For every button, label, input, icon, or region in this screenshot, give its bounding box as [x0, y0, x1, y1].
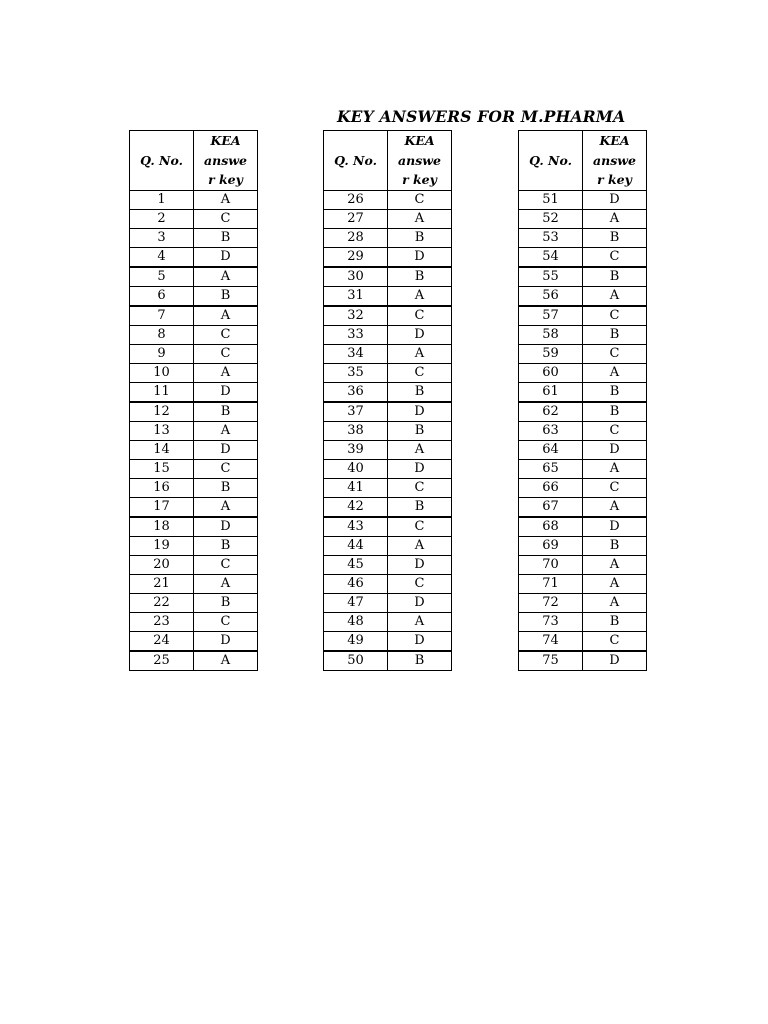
- document-title: KEY ANSWERS FOR M.PHARMA: [337, 107, 626, 126]
- table-row: [130, 421, 258, 440]
- table-row: [130, 517, 258, 537]
- answer-cell: C: [194, 459, 258, 478]
- table-body: [130, 190, 258, 670]
- question-number-cell: 52: [519, 209, 583, 228]
- table-row: [324, 421, 452, 440]
- question-number-cell: 59: [519, 344, 583, 363]
- answer-cell: A: [194, 267, 258, 287]
- table-row: [130, 478, 258, 497]
- question-number-cell: 20: [130, 555, 194, 574]
- table-row: [519, 517, 647, 537]
- answer-cell: D: [194, 440, 258, 459]
- answer-cell: A: [194, 306, 258, 326]
- table-row: [130, 612, 258, 631]
- answer-cell: C: [194, 209, 258, 228]
- answer-cell: C: [583, 306, 647, 326]
- answer-cell: C: [388, 363, 452, 382]
- table-row: [519, 612, 647, 631]
- table-row: [324, 593, 452, 612]
- qno-header: [324, 131, 388, 191]
- question-number-cell: 74: [519, 631, 583, 651]
- table-row: [324, 306, 452, 326]
- table-row: [324, 382, 452, 402]
- table-row: [519, 209, 647, 228]
- answer-key-table-2: [323, 130, 452, 671]
- question-number-cell: 62: [519, 402, 583, 422]
- table-row: [130, 228, 258, 247]
- question-number-cell: 39: [324, 440, 388, 459]
- answer-cell: C: [388, 190, 452, 209]
- question-number-cell: 70: [519, 555, 583, 574]
- table-header-row: [130, 131, 258, 191]
- question-number-cell: 58: [519, 325, 583, 344]
- kea-header-line-3: r key: [208, 172, 243, 187]
- kea-header-line-1: KEA: [404, 133, 435, 148]
- table-row: [324, 555, 452, 574]
- answer-cell: A: [388, 612, 452, 631]
- table-row: [324, 325, 452, 344]
- answer-cell: C: [583, 631, 647, 651]
- answer-cell: B: [194, 478, 258, 497]
- answer-cell: D: [388, 631, 452, 651]
- question-number-cell: 42: [324, 497, 388, 517]
- question-number-cell: 11: [130, 382, 194, 402]
- table-row: [324, 631, 452, 651]
- table-row: [130, 363, 258, 382]
- answer-cell: D: [388, 593, 452, 612]
- question-number-cell: 27: [324, 209, 388, 228]
- table-row: [130, 306, 258, 326]
- answer-cell: A: [583, 459, 647, 478]
- question-number-cell: 63: [519, 421, 583, 440]
- table-row: [130, 574, 258, 593]
- table-header-row: [519, 131, 647, 191]
- question-number-cell: 75: [519, 651, 583, 671]
- question-number-cell: 5: [130, 267, 194, 287]
- answer-cell: D: [194, 517, 258, 537]
- answer-cell: D: [583, 651, 647, 671]
- question-number-cell: 56: [519, 286, 583, 306]
- answer-cell: A: [583, 555, 647, 574]
- answer-cell: A: [388, 536, 452, 555]
- kea-header-line-2: answe: [593, 152, 636, 168]
- table-row: [130, 190, 258, 209]
- qno-header: [519, 131, 583, 191]
- question-number-cell: 30: [324, 267, 388, 287]
- table-row: [130, 555, 258, 574]
- table-row: [519, 190, 647, 209]
- question-number-cell: 64: [519, 440, 583, 459]
- question-number-cell: 9: [130, 344, 194, 363]
- question-number-cell: 47: [324, 593, 388, 612]
- answer-cell: D: [583, 440, 647, 459]
- answer-cell: B: [194, 593, 258, 612]
- question-number-cell: 55: [519, 267, 583, 287]
- table-row: [130, 593, 258, 612]
- kea-header-line-3: r key: [402, 172, 437, 187]
- question-number-cell: 61: [519, 382, 583, 402]
- kea-header-line-2: answe: [204, 152, 247, 168]
- kea-header-line-1: KEA: [210, 133, 241, 148]
- table-body: [324, 190, 452, 670]
- table-row: [324, 344, 452, 363]
- kea-header-line-1: KEA: [599, 133, 630, 148]
- answer-key-table-1: [129, 130, 258, 671]
- kea-answer-key-header: [194, 131, 258, 191]
- table-row: [324, 267, 452, 287]
- qno-header-label: Q. No.: [334, 152, 377, 168]
- question-number-cell: 26: [324, 190, 388, 209]
- question-number-cell: 28: [324, 228, 388, 247]
- question-number-cell: 46: [324, 574, 388, 593]
- table-row: [519, 536, 647, 555]
- table-row: [519, 286, 647, 306]
- question-number-cell: 50: [324, 651, 388, 671]
- question-number-cell: 41: [324, 478, 388, 497]
- answer-cell: A: [583, 209, 647, 228]
- table-row: [519, 382, 647, 402]
- table-row: [324, 517, 452, 537]
- question-number-cell: 51: [519, 190, 583, 209]
- answer-cell: D: [388, 555, 452, 574]
- question-number-cell: 31: [324, 286, 388, 306]
- table-row: [324, 247, 452, 267]
- question-number-cell: 13: [130, 421, 194, 440]
- question-number-cell: 2: [130, 209, 194, 228]
- question-number-cell: 38: [324, 421, 388, 440]
- table-row: [130, 459, 258, 478]
- question-number-cell: 4: [130, 247, 194, 267]
- answer-cell: C: [388, 574, 452, 593]
- table-row: [324, 478, 452, 497]
- answer-cell: A: [388, 440, 452, 459]
- question-number-cell: 18: [130, 517, 194, 537]
- table-row: [324, 363, 452, 382]
- question-number-cell: 37: [324, 402, 388, 422]
- answer-cell: B: [583, 536, 647, 555]
- answer-cell: C: [194, 555, 258, 574]
- answer-cell: B: [388, 382, 452, 402]
- question-number-cell: 25: [130, 651, 194, 671]
- table-row: [519, 344, 647, 363]
- question-number-cell: 23: [130, 612, 194, 631]
- question-number-cell: 66: [519, 478, 583, 497]
- answer-cell: B: [388, 267, 452, 287]
- question-number-cell: 19: [130, 536, 194, 555]
- table-row: [130, 402, 258, 422]
- question-number-cell: 49: [324, 631, 388, 651]
- question-number-cell: 60: [519, 363, 583, 382]
- question-number-cell: 57: [519, 306, 583, 326]
- kea-header-line-2: answe: [398, 152, 441, 168]
- question-number-cell: 69: [519, 536, 583, 555]
- question-number-cell: 48: [324, 612, 388, 631]
- answer-cell: B: [388, 421, 452, 440]
- question-number-cell: 45: [324, 555, 388, 574]
- answer-cell: D: [583, 190, 647, 209]
- table-row: [519, 421, 647, 440]
- answer-cell: D: [194, 631, 258, 651]
- question-number-cell: 1: [130, 190, 194, 209]
- table-row: [324, 459, 452, 478]
- question-number-cell: 24: [130, 631, 194, 651]
- table-row: [130, 631, 258, 651]
- table-row: [324, 286, 452, 306]
- answer-cell: D: [583, 517, 647, 537]
- answer-cell: B: [583, 402, 647, 422]
- question-number-cell: 72: [519, 593, 583, 612]
- kea-header-line-3: r key: [597, 172, 632, 187]
- answer-cell: B: [583, 267, 647, 287]
- question-number-cell: 71: [519, 574, 583, 593]
- table-row: [130, 325, 258, 344]
- table-row: [130, 382, 258, 402]
- answer-cell: B: [583, 612, 647, 631]
- table-row: [324, 612, 452, 631]
- answer-key-table-3: [518, 130, 647, 671]
- table-row: [130, 209, 258, 228]
- question-number-cell: 16: [130, 478, 194, 497]
- table-row: [519, 574, 647, 593]
- answer-cell: C: [388, 517, 452, 537]
- kea-answer-key-header: [388, 131, 452, 191]
- question-number-cell: 73: [519, 612, 583, 631]
- answer-cell: D: [388, 402, 452, 422]
- table-row: [130, 497, 258, 517]
- answer-cell: C: [194, 612, 258, 631]
- answer-cell: A: [583, 574, 647, 593]
- question-number-cell: 53: [519, 228, 583, 247]
- question-number-cell: 22: [130, 593, 194, 612]
- table-row: [519, 306, 647, 326]
- question-number-cell: 43: [324, 517, 388, 537]
- answer-cell: A: [194, 574, 258, 593]
- table-row: [519, 325, 647, 344]
- answer-cell: A: [194, 651, 258, 671]
- question-number-cell: 3: [130, 228, 194, 247]
- answer-cell: B: [194, 228, 258, 247]
- answer-cell: A: [388, 344, 452, 363]
- table-row: [324, 228, 452, 247]
- question-number-cell: 21: [130, 574, 194, 593]
- table-row: [519, 247, 647, 267]
- table-row: [130, 651, 258, 671]
- table-row: [324, 536, 452, 555]
- table-row: [130, 267, 258, 287]
- table-row: [324, 402, 452, 422]
- table-body: [519, 190, 647, 670]
- question-number-cell: 40: [324, 459, 388, 478]
- answer-cell: B: [194, 402, 258, 422]
- question-number-cell: 67: [519, 497, 583, 517]
- answer-cell: B: [583, 382, 647, 402]
- table-row: [324, 440, 452, 459]
- table-row: [519, 478, 647, 497]
- answer-cell: C: [583, 421, 647, 440]
- question-number-cell: 33: [324, 325, 388, 344]
- answer-cell: D: [194, 247, 258, 267]
- answer-cell: A: [583, 363, 647, 382]
- table-row: [519, 363, 647, 382]
- answer-cell: C: [583, 344, 647, 363]
- table-row: [324, 209, 452, 228]
- answer-cell: B: [388, 497, 452, 517]
- question-number-cell: 35: [324, 363, 388, 382]
- table-row: [519, 497, 647, 517]
- answer-cell: B: [583, 325, 647, 344]
- answer-cell: A: [388, 286, 452, 306]
- table-row: [519, 228, 647, 247]
- answer-cell: C: [388, 478, 452, 497]
- qno-header: [130, 131, 194, 191]
- question-number-cell: 15: [130, 459, 194, 478]
- question-number-cell: 8: [130, 325, 194, 344]
- answer-cell: A: [583, 593, 647, 612]
- question-number-cell: 29: [324, 247, 388, 267]
- table-row: [130, 344, 258, 363]
- question-number-cell: 32: [324, 306, 388, 326]
- answer-cell: C: [583, 478, 647, 497]
- question-number-cell: 7: [130, 306, 194, 326]
- qno-header-label: Q. No.: [529, 152, 572, 168]
- answer-cell: B: [388, 651, 452, 671]
- table-row: [324, 574, 452, 593]
- answer-cell: A: [194, 421, 258, 440]
- answer-cell: D: [194, 382, 258, 402]
- answer-cell: D: [388, 459, 452, 478]
- answer-cell: C: [194, 325, 258, 344]
- table-row: [324, 497, 452, 517]
- answer-cell: C: [583, 247, 647, 267]
- answer-cell: B: [583, 228, 647, 247]
- question-number-cell: 6: [130, 286, 194, 306]
- table-row: [130, 440, 258, 459]
- answer-cell: B: [194, 536, 258, 555]
- table-row: [324, 651, 452, 671]
- table-row: [130, 286, 258, 306]
- question-number-cell: 68: [519, 517, 583, 537]
- table-row: [519, 267, 647, 287]
- answer-cell: A: [583, 497, 647, 517]
- answer-cell: A: [583, 286, 647, 306]
- question-number-cell: 54: [519, 247, 583, 267]
- answer-cell: A: [194, 190, 258, 209]
- answer-cell: A: [388, 209, 452, 228]
- table-row: [519, 593, 647, 612]
- answer-cell: C: [388, 306, 452, 326]
- question-number-cell: 34: [324, 344, 388, 363]
- table-row: [519, 459, 647, 478]
- answer-cell: D: [388, 325, 452, 344]
- table-row: [519, 631, 647, 651]
- question-number-cell: 10: [130, 363, 194, 382]
- answer-cell: A: [194, 497, 258, 517]
- answer-cell: C: [194, 344, 258, 363]
- table-row: [519, 555, 647, 574]
- answer-cell: B: [194, 286, 258, 306]
- table-row: [519, 651, 647, 671]
- table-row: [130, 536, 258, 555]
- table-row: [130, 247, 258, 267]
- question-number-cell: 65: [519, 459, 583, 478]
- kea-answer-key-header: [583, 131, 647, 191]
- question-number-cell: 36: [324, 382, 388, 402]
- question-number-cell: 17: [130, 497, 194, 517]
- table-header-row: [324, 131, 452, 191]
- question-number-cell: 12: [130, 402, 194, 422]
- answer-cell: D: [388, 247, 452, 267]
- question-number-cell: 44: [324, 536, 388, 555]
- table-row: [519, 402, 647, 422]
- table-row: [324, 190, 452, 209]
- answer-cell: B: [388, 228, 452, 247]
- answer-cell: A: [194, 363, 258, 382]
- qno-header-label: Q. No.: [140, 152, 183, 168]
- table-row: [519, 440, 647, 459]
- question-number-cell: 14: [130, 440, 194, 459]
